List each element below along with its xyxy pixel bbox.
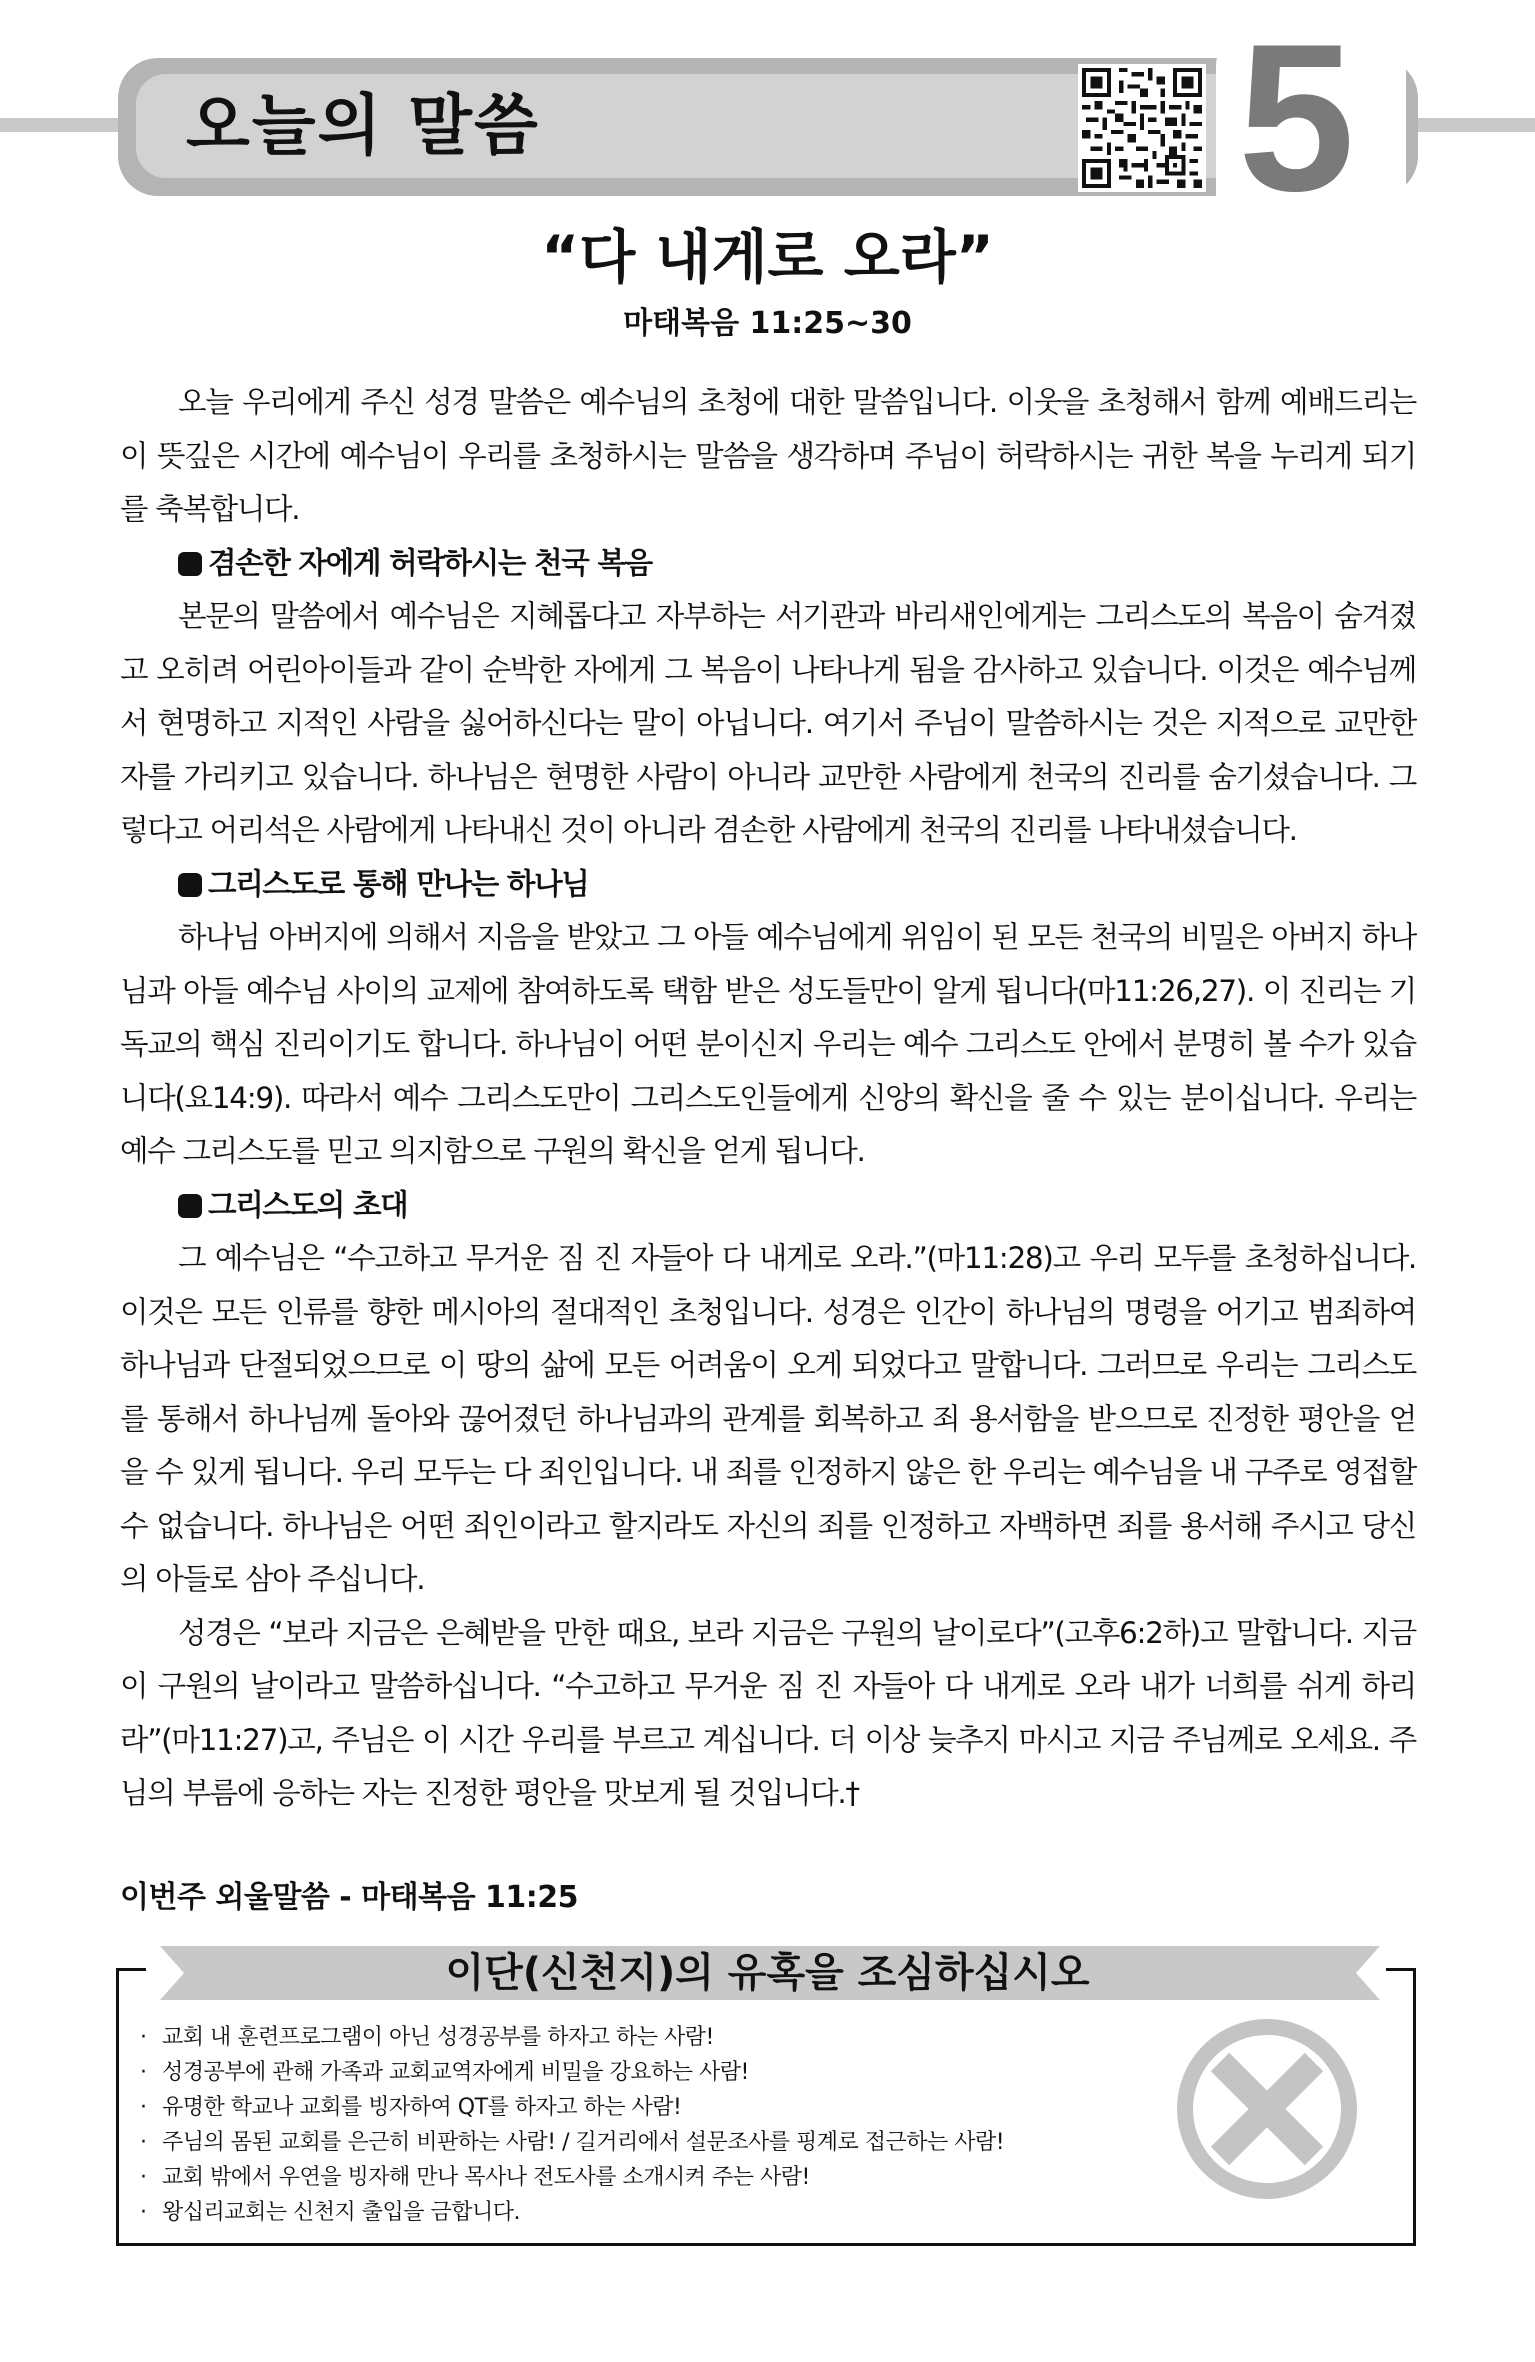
sermon-body <box>120 376 1416 1821</box>
section-heading: 그리스도로 통해 만나는 하나님 <box>120 858 1416 912</box>
section-title: 오늘의 말씀 <box>186 87 540 164</box>
section-heading: 겸손한 자에게 허락하시는 천국 복음 <box>120 537 1416 591</box>
list-item: · 성경공부에 관해 가족과 교회교역자에게 비밀을 강요하는 사람! <box>140 2055 1004 2090</box>
scripture-reference: 마태복음 11:25~30 <box>623 306 912 341</box>
list-item: · 교회 내 훈련프로그램이 아닌 성경공부를 하자고 하는 사람! <box>140 2020 1004 2055</box>
list-item: · 주님의 몸된 교회를 은근히 비판하는 사람! / 길거리에서 설문조사를 핑계로 접근하는 사람! <box>140 2125 1004 2160</box>
intro-paragraph: 오늘 우리에게 주신 성경 말씀은 예수님의 초청에 대한 말씀입니다. 이웃을 초청해서 함께 예배드리는 이 뜻깊은 시간에 예수님이 우리를 초청하시는 말씀을 생각하며 주님이 허락하시는 귀한 복을 누리게 되기를 축복합니다. <box>120 385 1416 526</box>
x-circle-icon <box>1172 2014 1362 2204</box>
section-paragraph: 성경은 “보라 지금은 은혜받을 만한 때요, 보라 지금은 구원의 날이로다”(고후6:2하)고 말합니다. 지금이 구원의 날이라고 말씀하십니다. “수고하고 무거운 짐 진 자들아 다 내게로 오라 내가 너희를 쉬게 하리라”(마11:27)고, 주님은 이 시간 우리를 부르고 계십니다. 더 이상 늦추지 마시고 지금 주님께로 오세요. 주님의 부름에 응하는 자는 진정한 평안을 맛보게 될 것입니다.† <box>120 1615 1416 1810</box>
warning-title: 이단(신천지)의 유혹을 조심하십시오 <box>445 1950 1090 1996</box>
list-item: · 왕십리교회는 신천지 출입을 금합니다. <box>140 2195 1004 2230</box>
warning-list <box>140 2020 1004 2230</box>
qr-code-icon[interactable] <box>1078 64 1206 192</box>
list-item: · 교회 밖에서 우연을 빙자해 만나 목사나 전도사를 소개시켜 주는 사람! <box>140 2160 1004 2195</box>
section-paragraph: 그 예수님은 “수고하고 무거운 짐 진 자들아 다 내게로 오라.”(마11:28)고 우리 모두를 초청하십니다. 이것은 모든 인류를 향한 메시아의 절대적인 초청입니다. 성경은 인간이 하나님의 명령을 어기고 범죄하여 하나님과 단절되었으므로 이 땅의 삶에 모든 어려움이 오게 되었다고 말합니다. 그러므로 우리는 그리스도를 통해서 하나님께 돌아와 끊어졌던 하나님과의 관계를 회복하고 죄 용서함을 받으므로 진정한 평안을 얻을 수 있게 됩니다. 우리 모두는 다 죄인입니다. 내 죄를 인정하지 않은 한 우리는 예수님을 내 구주로 영접할 수 없습니다. 하나님은 어떤 죄인이라고 할지라도 자신의 죄를 인정하고 자백하면 죄를 용서해 주시고 당신의 아들로 삼아 주십니다. <box>120 1241 1416 1596</box>
page-number: 5 <box>1238 0 1355 235</box>
memory-verse: 이번주 외울말씀 - 마태복음 11:25 <box>120 1880 579 1915</box>
section-paragraph: 본문의 말씀에서 예수님은 지혜롭다고 자부하는 서기관과 바리새인에게는 그리스도의 복음이 숨겨졌고 오히려 어린아이들과 같이 순박한 자에게 그 복음이 나타나게 됨을 감사하고 있습니다. 이것은 예수님께서 현명하고 지적인 사람을 싫어하신다는 말이 아닙니다. 여기서 주님이 말씀하시는 것은 지적으로 교만한 자를 가리키고 있습니다. 하나님은 현명한 사람이 아니라 교만한 사람에게 천국의 진리를 숨기셨습니다. 그렇다고 어리석은 사람에게 나타내신 것이 아니라 겸손한 사람에게 천국의 진리를 나타내셨습니다. <box>120 599 1416 847</box>
section-paragraph: 하나님 아버지에 의해서 지음을 받았고 그 아들 예수님에게 위임이 된 모든 천국의 비밀은 아버지 하나님과 아들 예수님 사이의 교제에 참여하도록 택함 받은 성도들만이 알게 됩니다(마11:26,27). 이 진리는 기독교의 핵심 진리이기도 합니다. 하나님이 어떤 분이신지 우리는 예수 그리스도 안에서 분명히 볼 수가 있습니다(요14:9). 따라서 예수 그리스도만이 그리스도인들에게 신앙의 확신을 줄 수 있는 분이십니다. 우리는 예수 그리스도를 믿고 의지함으로 구원의 확신을 얻게 됩니다. <box>120 920 1416 1168</box>
list-item: · 유명한 학교나 교회를 빙자하여 QT를 하자고 하는 사람! <box>140 2090 1004 2125</box>
section-heading: 그리스도의 초대 <box>120 1179 1416 1233</box>
sermon-title: “다 내게로 오라” <box>541 223 994 291</box>
